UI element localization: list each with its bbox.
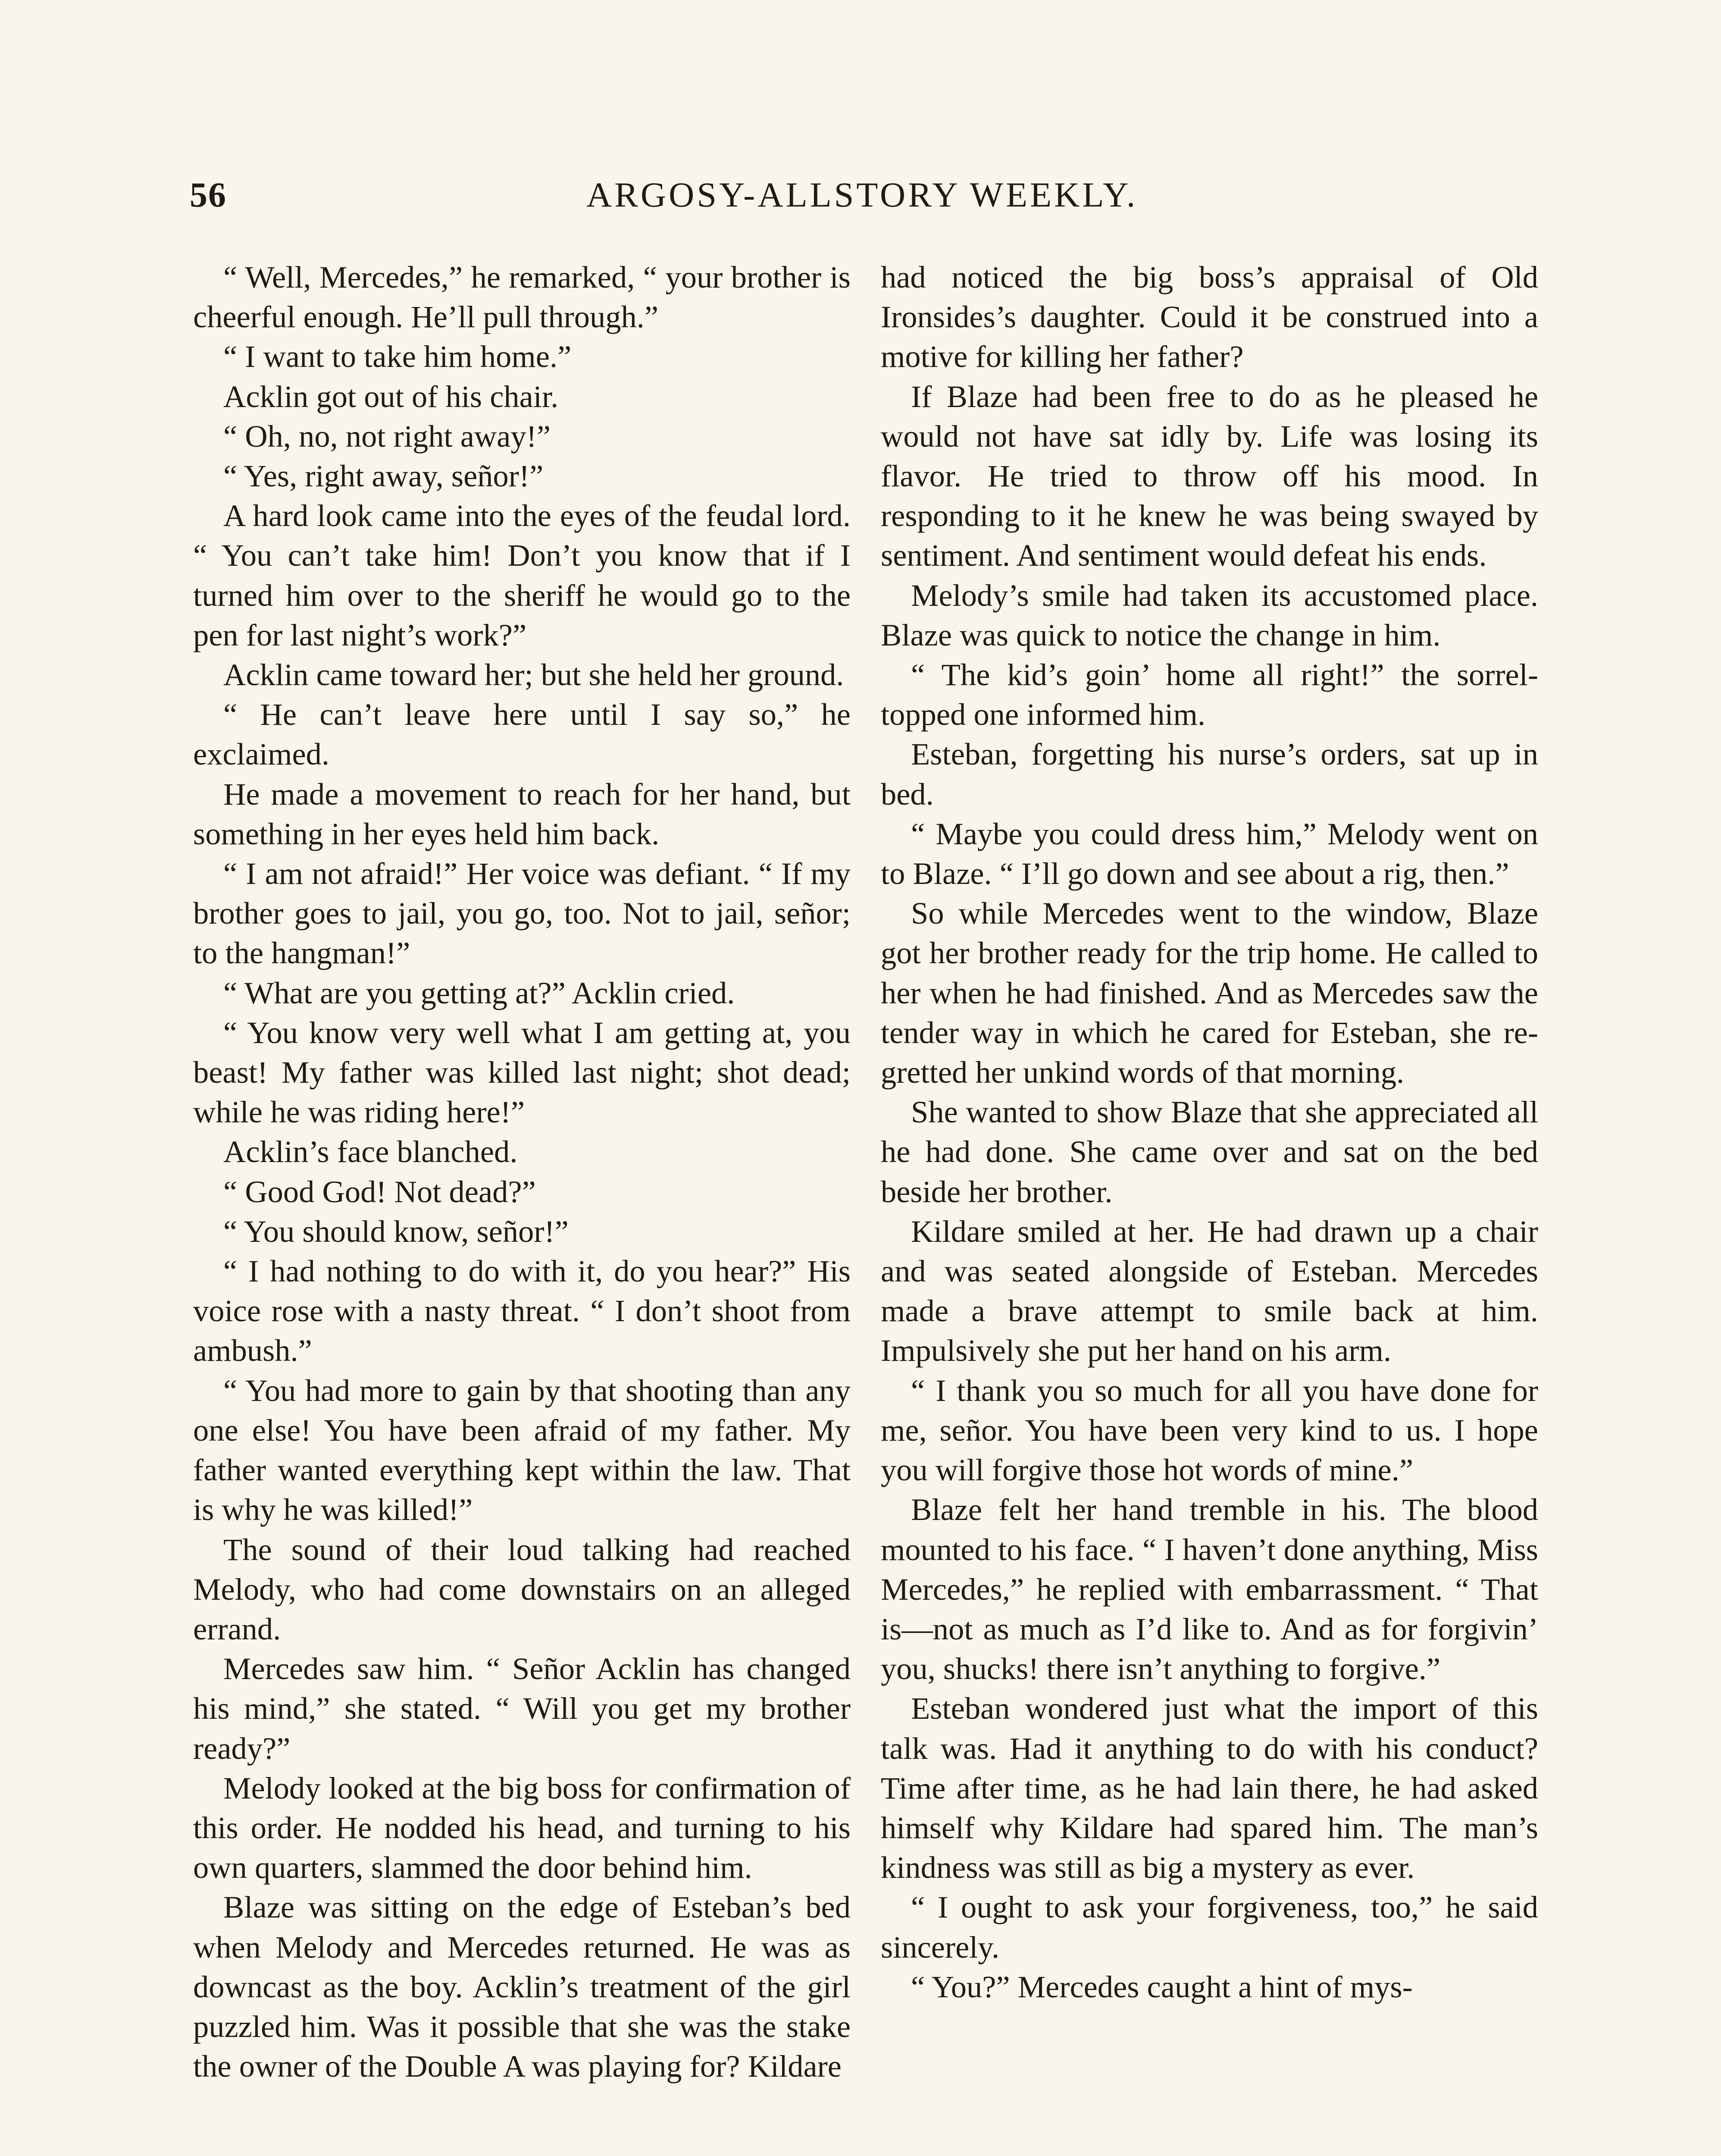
- paragraph: If Blaze had been free to do as he pleased he would not have sat idly by. Life was losing its flavor. He tried to throw off his mood. In responding to it he knew he was being swayed by sentiment. And sentiment would defeat his ends.: [881, 379, 1538, 573]
- paragraph: “ I thank you so much for all you have done for me, señor. You have been very kind to us. I hope you will forgive those hot words of mine.”: [881, 1373, 1538, 1488]
- paragraph: Melody looked at the big boss for confirmation of this order. He nodded his head, and turning to his own quarters, slammed the door behind him.: [193, 1770, 851, 1885]
- paragraph: Blaze was sitting on the edge of Esteban’s bed when Melody and Mercedes returned. He was as downcast as the boy. Acklin’s treatment of the girl puzzled him. Was it possible that she was the stake the owner of the Double A was playing for? Kildare: [193, 1890, 851, 2084]
- paragraph: Kildare smiled at her. He had drawn up a chair and was seated alongside of Esteban. Mercedes made a brave attempt to smile back at him. Impulsively she put her hand on his arm.: [881, 1213, 1538, 1368]
- right-column: [881, 257, 1538, 2007]
- paragraph: “ Well, Mercedes,” he remarked, “ your brother is cheerful enough. He’ll pull through.”: [193, 260, 851, 335]
- paragraph: “ You?” Mercedes caught a hint of mys-: [911, 1969, 1413, 2004]
- paragraph: He made a movement to reach for her hand, but something in her eyes held him back.: [193, 776, 851, 851]
- paragraph: Melody’s smile had taken its accustomed place. Blaze was quick to notice the change in him.: [881, 577, 1538, 652]
- paragraph: “ The kid’s goin’ home all right!” the sorrel-topped one informed him.: [881, 657, 1538, 732]
- paragraph-continued: had noticed the big boss’s appraisal of Old Ironsides’s daughter. Could it be construed into a motive for killing her father?: [881, 260, 1538, 374]
- paragraph: “ Oh, no, not right away!”: [223, 418, 551, 454]
- paragraph: “ You had more to gain by that shooting than any one else! You have been afraid of my father. My father wanted everything kept within the law. That is why he was killed!”: [193, 1373, 851, 1527]
- paragraph: “ You know very well what I am getting at, you beast! My father was killed last night; shot dead; while he was riding here!”: [193, 1015, 851, 1130]
- paragraph: “ He can’t leave here until I say so,” he exclaimed.: [193, 697, 851, 772]
- paragraph: “ What are you getting at?” Acklin cried.: [223, 975, 735, 1010]
- paragraph: Mercedes saw him. “ Señor Acklin has changed his mind,” she stated. “ Will you get my brother ready?”: [193, 1651, 851, 1766]
- paragraph: The sound of their loud talking had reached Melody, who had come downstairs on an alleged errand.: [193, 1532, 851, 1646]
- paragraph: Acklin got out of his chair.: [223, 379, 559, 414]
- left-column: [193, 257, 851, 2086]
- paragraph: So while Mercedes went to the window, Blaze got her brother ready for the trip home. He called to her when he had finished. And as Mercedes saw the tender way in which he cared for Esteban, she regretted her unkind words of that morning.: [881, 896, 1538, 1090]
- paragraph: “ I want to take him home.”: [223, 339, 572, 374]
- paragraph: “ I ought to ask your forgiveness, too,” he said sincerely.: [881, 1890, 1538, 1965]
- page-number: 56: [190, 175, 227, 214]
- paragraph: Esteban wondered just what the import of this talk was. Had it anything to do with his conduct? Time after time, as he had lain there, he had asked himself why Kildare had spared him. The man’s kindness was still as big a mystery as ever.: [881, 1691, 1538, 1885]
- paragraph: She wanted to show Blaze that she appreciated all he had done. She came over and sat on the bed beside her brother.: [881, 1094, 1538, 1209]
- paragraph: Esteban, forgetting his nurse’s orders, sat up in bed.: [881, 736, 1538, 812]
- paragraph: “ Good God! Not dead?”: [223, 1174, 536, 1209]
- paragraph: “ I am not afraid!” Her voice was defiant. “ If my brother goes to jail, you go, too. Not to jail, señor; to the hangman!”: [193, 856, 851, 971]
- paragraph: Acklin’s face blanched.: [223, 1134, 518, 1169]
- paragraph: Acklin came toward her; but she held her ground.: [223, 657, 844, 693]
- paragraph: “ Maybe you could dress him,” Melody went on to Blaze. “ I’ll go down and see about a rig, then.”: [881, 816, 1538, 891]
- paragraph: Blaze felt her hand tremble in his. The blood mounted to his face. “ I haven’t done anything, Miss Mercedes,” he replied with embarrassment. “ That is—not as much as I’d like to. And as for forgivin’ you, shucks! there isn’t anything to forgive.”: [881, 1492, 1538, 1686]
- page-header: [190, 175, 1138, 226]
- running-title: ARGOSY-ALLSTORY WEEKLY.: [586, 175, 1138, 214]
- paragraph: “ Yes, right away, señor!”: [223, 458, 544, 494]
- paragraph: “ You should know, señor!”: [223, 1213, 569, 1249]
- paragraph: “ I had nothing to do with it, do you hear?” His voice rose with a nasty threat. “ I don’t shoot from ambush.”: [193, 1253, 851, 1368]
- paragraph: A hard look came into the eyes of the feudal lord. “ You can’t take him! Don’t you know that if I turned him over to the sheriff he would go to the pen for last night’s work?”: [193, 498, 851, 652]
